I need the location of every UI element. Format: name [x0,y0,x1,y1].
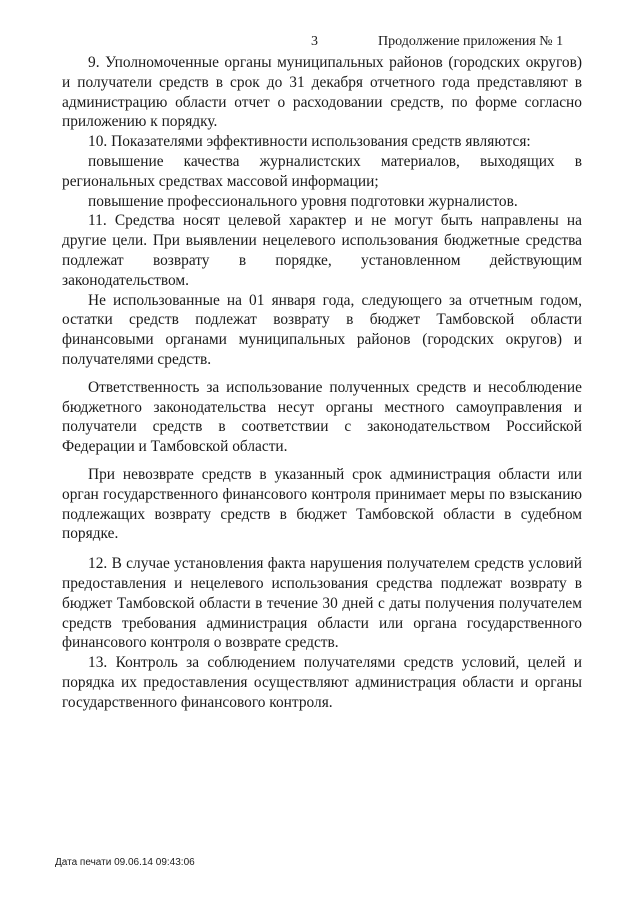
paragraph-non-return: При невозврате средств в указанный срок администрация области или орган государственного финансового контроля принимает меры по взысканию подлежащих возврату средств в бюджет Тамбовской области в судебном порядке. [62,465,582,543]
paragraph-10: 10. Показателями эффективности использования средств являются: [88,133,531,151]
paragraph-responsibility: Ответственность за использование полученных средств и несоблюдение бюджетного законодательства несут органы местного самоуправления и получатели средств в соответствии с законодательством Российской Федерации и Тамбовской области. [62,378,582,456]
appendix-continuation-note: Продолжение приложения № 1 [378,34,564,49]
paragraph-12: 12. В случае установления факта нарушения получателем средств условий предоставления и нецелевого использования средства подлежат возврату в бюджет Тамбовской области в течение 30 дней с даты получения получателем средств требования администрация области или органа государственного финансового контроля о возврате средств. [62,555,582,652]
indicator-journalism-quality: повышение качества журналистских материалов, выходящих в региональных средствах массовой информации; [62,152,582,190]
paragraph-9: 9. Уполномоченные органы муниципальных районов (городских округов) и получатели средств в срок до 31 декабря отчетного года представляют в администрацию области отчет о расходовании средств, по форме согласно приложению к порядку. [62,54,582,131]
paragraph-13: 13. Контроль за соблюдением получателями средств условий, целей и порядка их предоставления осуществляют администрация области и органы государственного финансового контроля. [62,654,582,711]
page-number: 3 [311,34,318,49]
indicator-professional-training: повышение профессионального уровня подготовки журналистов. [88,192,518,210]
document-body [62,53,582,713]
paragraph-11: 11. Средства носят целевой характер и не могут быть направлены на другие цели. При выявлении нецелевого использования бюджетные средства подлежат возврату в порядке, установленном действующим законодательством. [62,212,582,289]
print-date-footer: Дата печати 09.06.14 09:43:06 [55,857,195,868]
paragraph-unused-funds: Не использованные на 01 января года, следующего за отчетным годом, остатки средств подлежат возврату в бюджет Тамбовской области финансовыми органами муниципальных районов (городских округов) и получателями средств. [62,291,582,368]
